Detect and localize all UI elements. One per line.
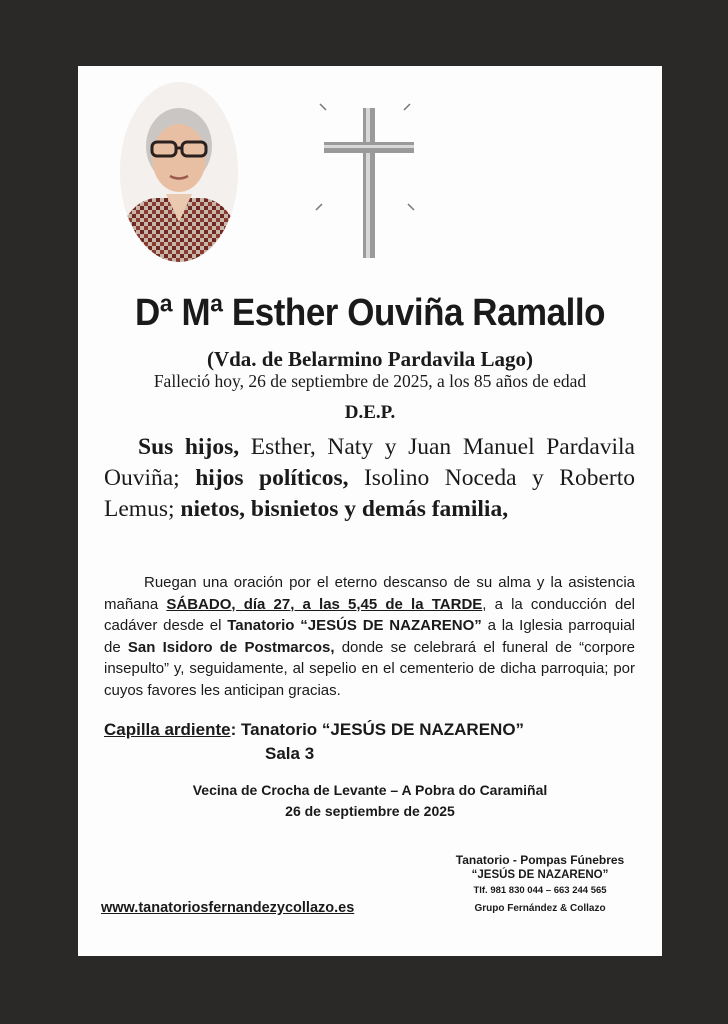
politicos-label: hijos políticos,: [195, 465, 349, 491]
notice-date: 26 de septiembre de 2025: [285, 803, 455, 819]
funeral-home-block: [430, 852, 650, 919]
residence-block: [78, 780, 662, 822]
ruegan-part4: donde se celebrará el funeral de “corpore insepulto” y, seguidamente, al sepelio en el cementerio de dicha parroquia; por cuyos favores les anticipan gracias.: [104, 638, 635, 699]
funeral-home-line2: “JESÚS DE NAZARENO”: [471, 869, 609, 881]
residence-line: Vecina de Crocha de Levante – A Pobra do Caramiñal: [192, 782, 548, 798]
rest-family-label: nietos, bisnietos y demás familia,: [180, 496, 509, 522]
cross-icon: [310, 98, 420, 264]
portrait-image: [120, 82, 238, 262]
funeral-home-phones: Tlf. 981 830 044 – 663 244 565: [473, 885, 607, 896]
obituary-card: [78, 66, 662, 956]
chapel-room: Sala 3: [265, 744, 315, 763]
church-name: San Isidoro de Postmarcos,: [127, 638, 335, 656]
website-link[interactable]: www.tanatoriosfernandezycollazo.es: [101, 900, 355, 916]
service-paragraph: [104, 572, 635, 701]
funeral-home-line1: Tanatorio - Pompas Fúnebres: [455, 853, 625, 867]
family-paragraph: [104, 432, 635, 525]
death-date-line: Falleció hoy, 26 de septiembre de 2025, a los 85 años de edad: [153, 371, 587, 391]
chapel-value: : Tanatorio “JESÚS DE NAZARENO”: [230, 720, 525, 739]
ruegan-part1: Ruegan una oración por el eterno descanso de su alma y la asistencia mañana: [104, 574, 635, 613]
hijos-names: Esther, Naty y Juan Manuel Pardavila Ouviña;: [104, 434, 635, 491]
tanatorio-name: Tanatorio “JESÚS DE NAZARENO”: [227, 617, 482, 634]
chapel-label: Capilla ardiente: [104, 720, 231, 739]
chapel-line: [104, 720, 644, 740]
widow-of: (Vda. de Belarmino Pardavila Lago): [206, 347, 534, 371]
hijos-label: Sus hijos,: [138, 434, 240, 460]
ruegan-part3: a la Iglesia parroquial de: [104, 617, 635, 656]
service-date-time: SÁBADO, día 27, a las 5,45 de la TARDE: [166, 595, 483, 613]
ruegan-part2: , a la conducción del cadáver desde el: [104, 595, 635, 634]
politicos-names: Isolino Noceda y Roberto Lemus;: [104, 465, 635, 522]
deceased-name: Dª Mª Esther Ouviña Ramallo: [134, 292, 605, 334]
portrait-photo: [120, 82, 238, 262]
funeral-home-group: Grupo Fernández & Collazo: [474, 903, 606, 914]
rip-label: D.E.P.: [344, 402, 396, 423]
